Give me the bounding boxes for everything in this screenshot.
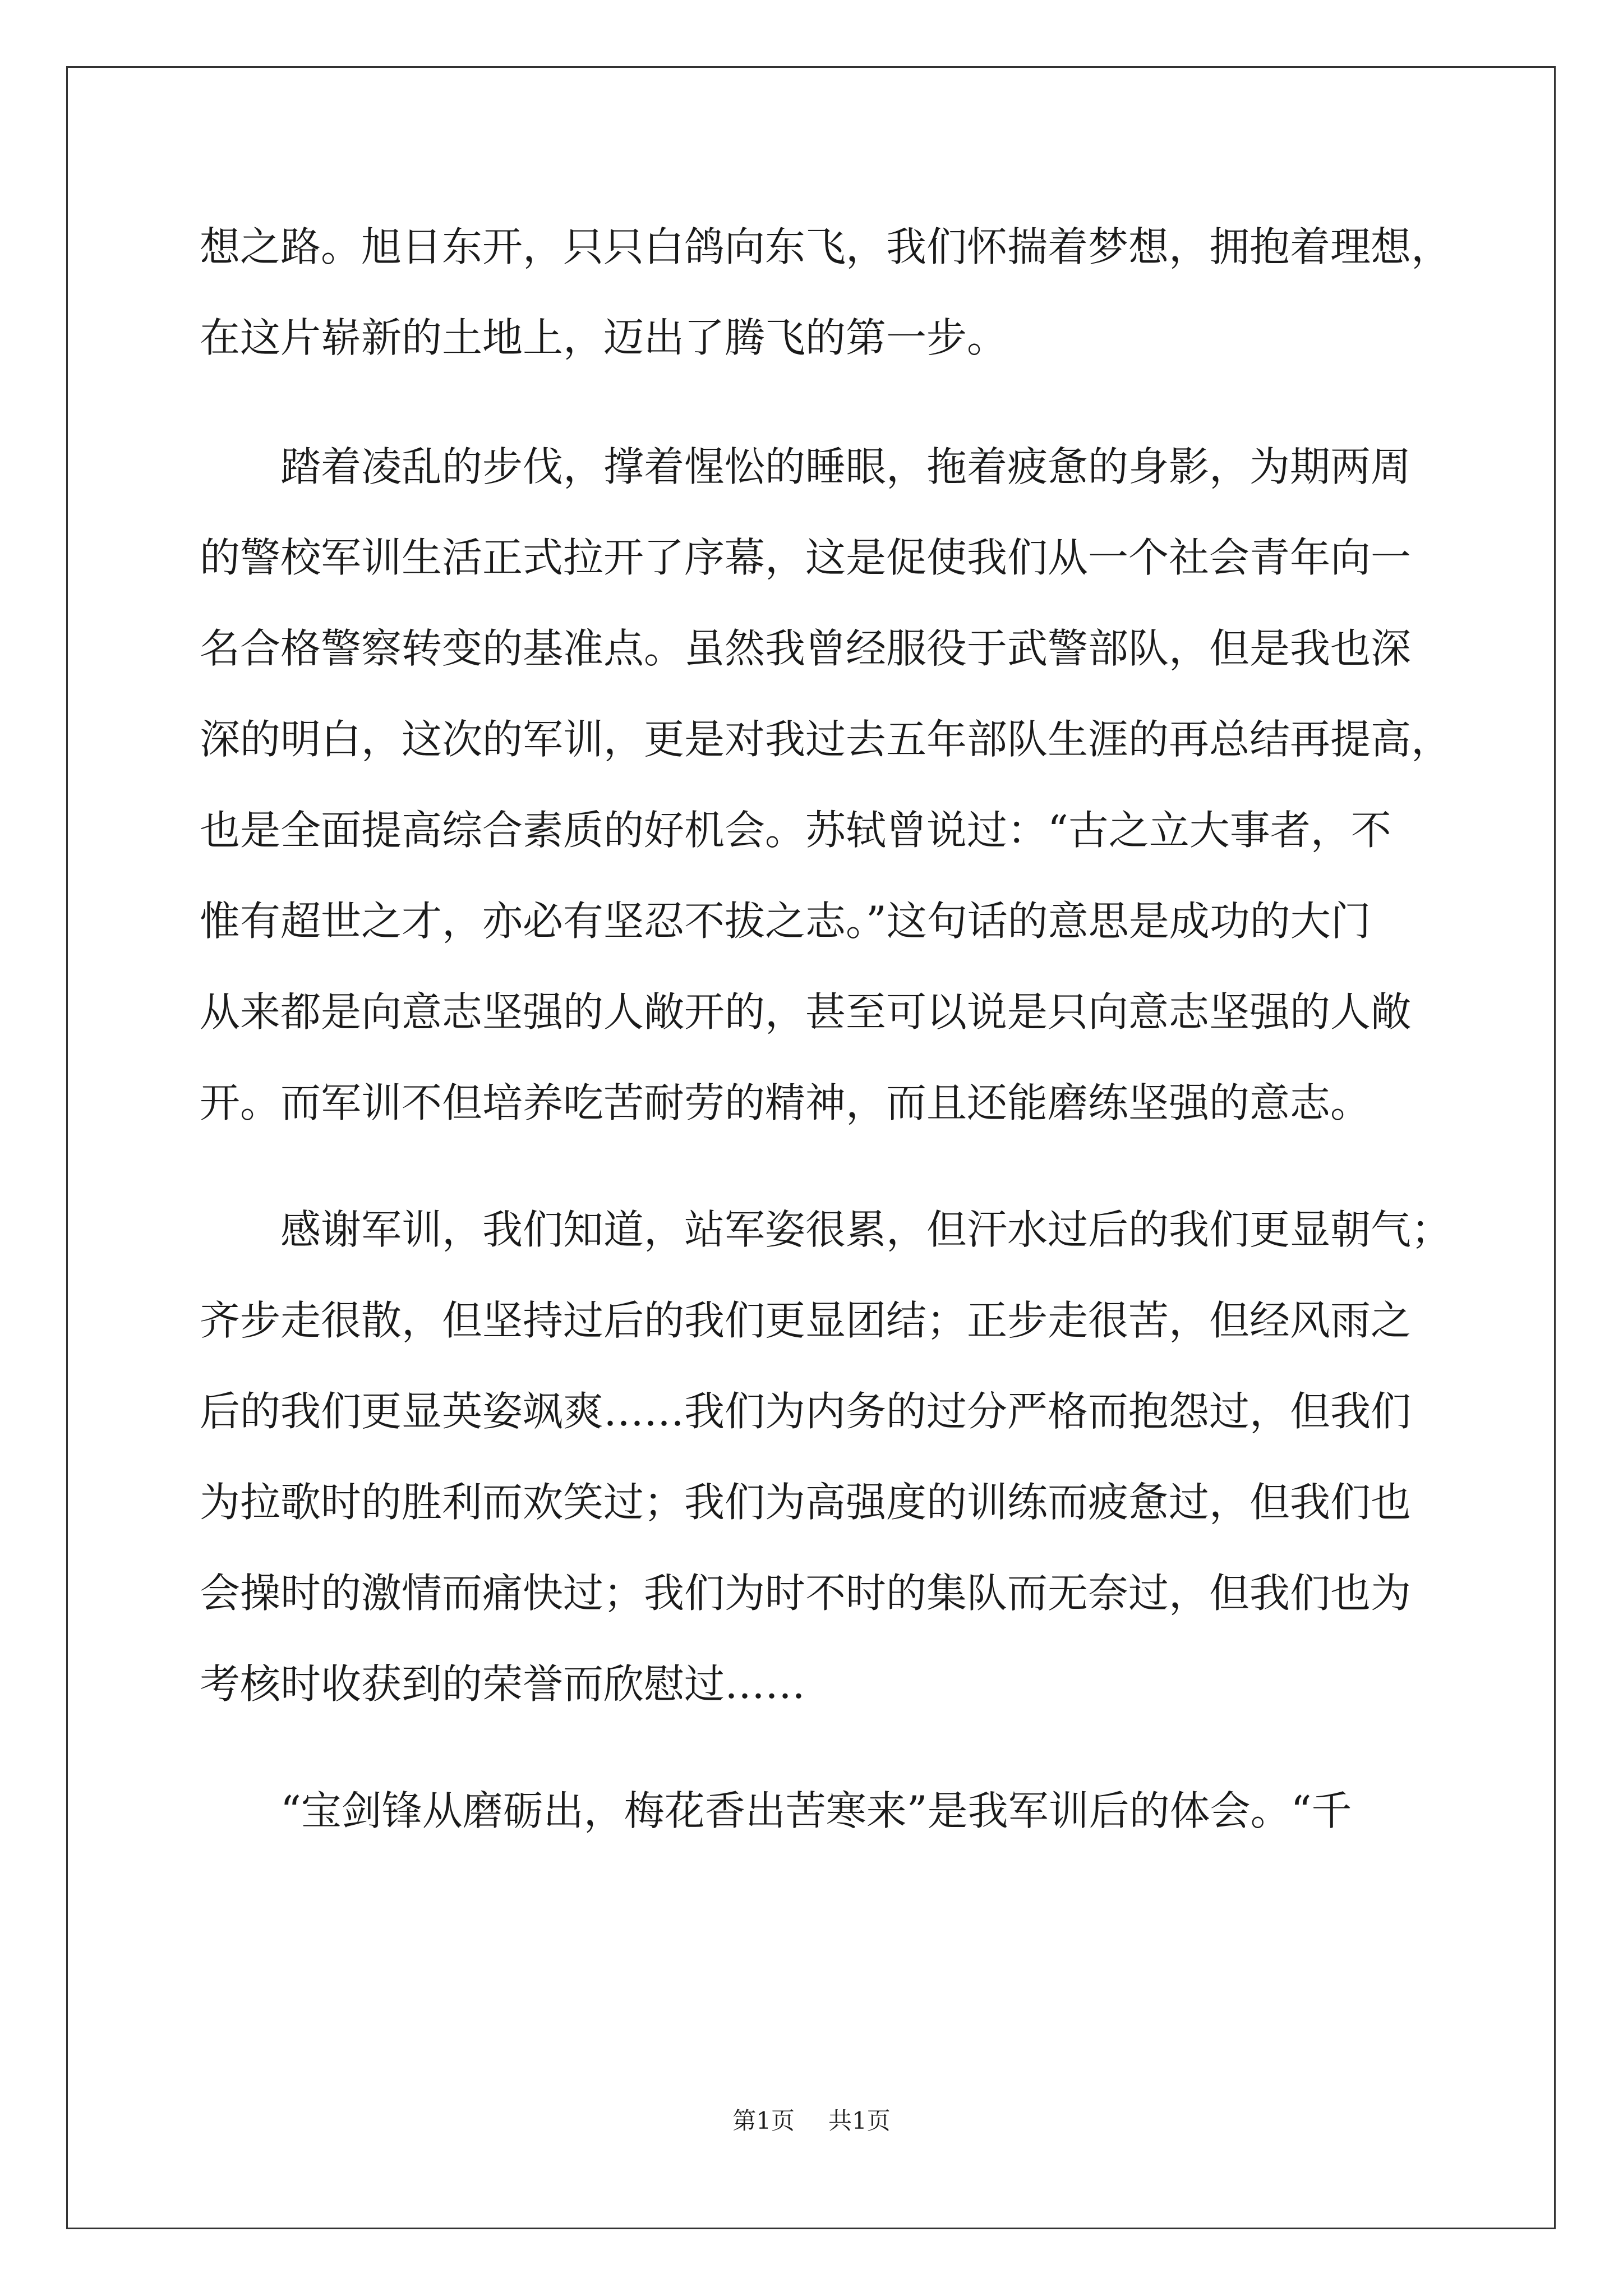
- page-number: 第1页: [732, 2107, 795, 2134]
- paragraph-start-line: 感谢军训，我们知道，站军姿很累，但汗水过后的我们更显朝气；: [280, 1206, 1452, 1253]
- text-line: 在这片崭新的土地上，迈出了腾飞的第一步。: [200, 314, 1008, 361]
- text-line: 的警校军训生活正式拉开了序幕，这是促使我们从一个社会青年向一: [200, 534, 1412, 581]
- text-line: 从来都是向意志坚强的人敞开的，甚至可以说是只向意志坚强的人敞: [200, 988, 1412, 1036]
- text-line: 名合格警察转变的基准点。虽然我曾经服役于武警部队，但是我也深: [200, 625, 1412, 672]
- text-line: 为拉歌时的胜利而欢笑过；我们为高强度的训练而疲惫过，但我们也: [200, 1479, 1412, 1526]
- text-line: 后的我们更显英姿飒爽……我们为内务的过分严格而抱怨过，但我们: [200, 1388, 1412, 1435]
- page-total: 共1页: [828, 2107, 891, 2134]
- text-line: 考核时收获到的荣誉而欣慰过……: [200, 1660, 806, 1708]
- text-line: 想之路。旭日东开，只只白鸽向东飞，我们怀揣着梦想，拥抱着理想，: [200, 223, 1452, 270]
- text-line: 齐步走很散，但坚持过后的我们更显团结；正步走很苦，但经风雨之: [200, 1297, 1412, 1344]
- text-line: 会操时的激情而痛快过；我们为时不时的集队而无奈过，但我们也为: [200, 1570, 1412, 1617]
- paragraph-start-line: “宝剑锋从磨砺出，梅花香出苦寒来”是我军训后的体会。“千: [280, 1787, 1352, 1834]
- text-line: 惟有超世之才，亦必有坚忍不拔之志。”这句话的意思是成功的大门: [200, 898, 1371, 945]
- paragraph-start-line: 踏着凌乱的步伐，撑着惺忪的睡眼，拖着疲惫的身影，为期两周: [280, 443, 1412, 490]
- text-line: 开。而军训不但培养吃苦耐劳的精神，而且还能磨练坚强的意志。: [200, 1079, 1371, 1126]
- text-line: 也是全面提高综合素质的好机会。苏轼曾说过：“古之立大事者，不: [200, 807, 1391, 854]
- page-border: [66, 66, 1556, 2229]
- text-line: 深的明白，这次的军训，更是对我过去五年部队生涯的再总结再提高，: [200, 716, 1452, 763]
- page-footer: [0, 2106, 1623, 2136]
